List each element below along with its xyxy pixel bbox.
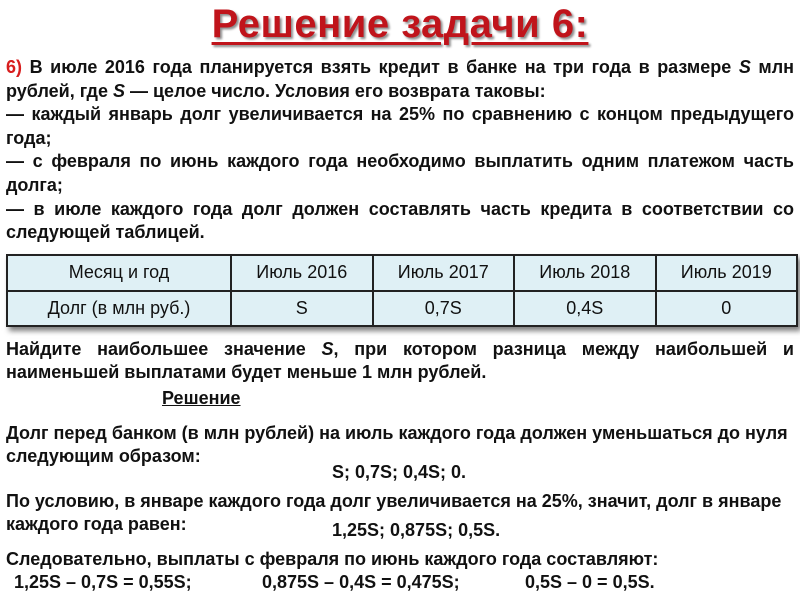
condition-1: — каждый январь долг увеличивается на 25% по сравнению с концом предыдущего года; <box>6 104 794 148</box>
table-cell: Июль 2017 <box>373 255 515 291</box>
condition-2: — с февраля по июнь каждого года необходимо выплатить одним платежом часть долга; <box>6 151 794 195</box>
debt-sequence: S; 0,7S; 0,4S; 0. <box>332 462 467 482</box>
page-title: Решение задачи 6: <box>211 2 589 46</box>
solution-label: Решение <box>162 388 241 408</box>
payment-2: 0,875S – 0,4S = 0,475S; <box>262 572 460 592</box>
condition-3: — в июле каждого года долг должен составлять часть кредита в соответствии со следующей таблицей. <box>6 198 794 243</box>
table-cell: 0,4S <box>514 291 656 327</box>
table-header-cell: Долг (в млн руб.) <box>7 291 231 327</box>
table-row <box>7 255 797 291</box>
question: Найдите наибольшее значение S, при котором разница между наибольшей и наименьшей выплатами будет меньше 1 млн рублей. <box>6 339 795 382</box>
payment-3: 0,5S – 0 = 0,5S. <box>525 572 655 592</box>
table-cell: Июль 2018 <box>514 255 656 291</box>
task-statement <box>6 56 794 245</box>
january-debts: 1,25S; 0,875S; 0,5S. <box>332 520 501 540</box>
table-cell: 0,7S <box>373 291 515 327</box>
task-number: 6) <box>6 57 23 77</box>
solution-paragraph-3: Следовательно, выплаты с февраля по июнь каждого года составляют: <box>6 549 659 569</box>
var-s: S <box>112 80 125 101</box>
table-header-cell: Месяц и год <box>7 255 231 291</box>
task-intro: 6) В июле 2016 года планируется взять кредит в банке на три года в размере S млн рублей, где S — целое число. Условия его возврата таковы: <box>6 57 795 101</box>
table-row <box>7 291 797 327</box>
debt-table <box>6 254 798 327</box>
var-s: S <box>738 57 751 77</box>
payment-1: 1,25S – 0,7S = 0,55S; <box>14 572 192 592</box>
solution-paragraph-2: По условию, в январе каждого года долг увеличивается на 25%, значит, долг в январе каждого года равен: <box>6 491 782 534</box>
solution-paragraph-1: Долг перед банком (в млн рублей) на июль каждого года должен уменьшаться до нуля следующим образом: <box>6 423 788 466</box>
table-cell: 0 <box>656 291 798 327</box>
var-s: S <box>321 339 334 359</box>
table-cell: Июль 2016 <box>231 255 373 291</box>
table-cell: Июль 2019 <box>656 255 798 291</box>
table-cell: S <box>231 291 373 327</box>
